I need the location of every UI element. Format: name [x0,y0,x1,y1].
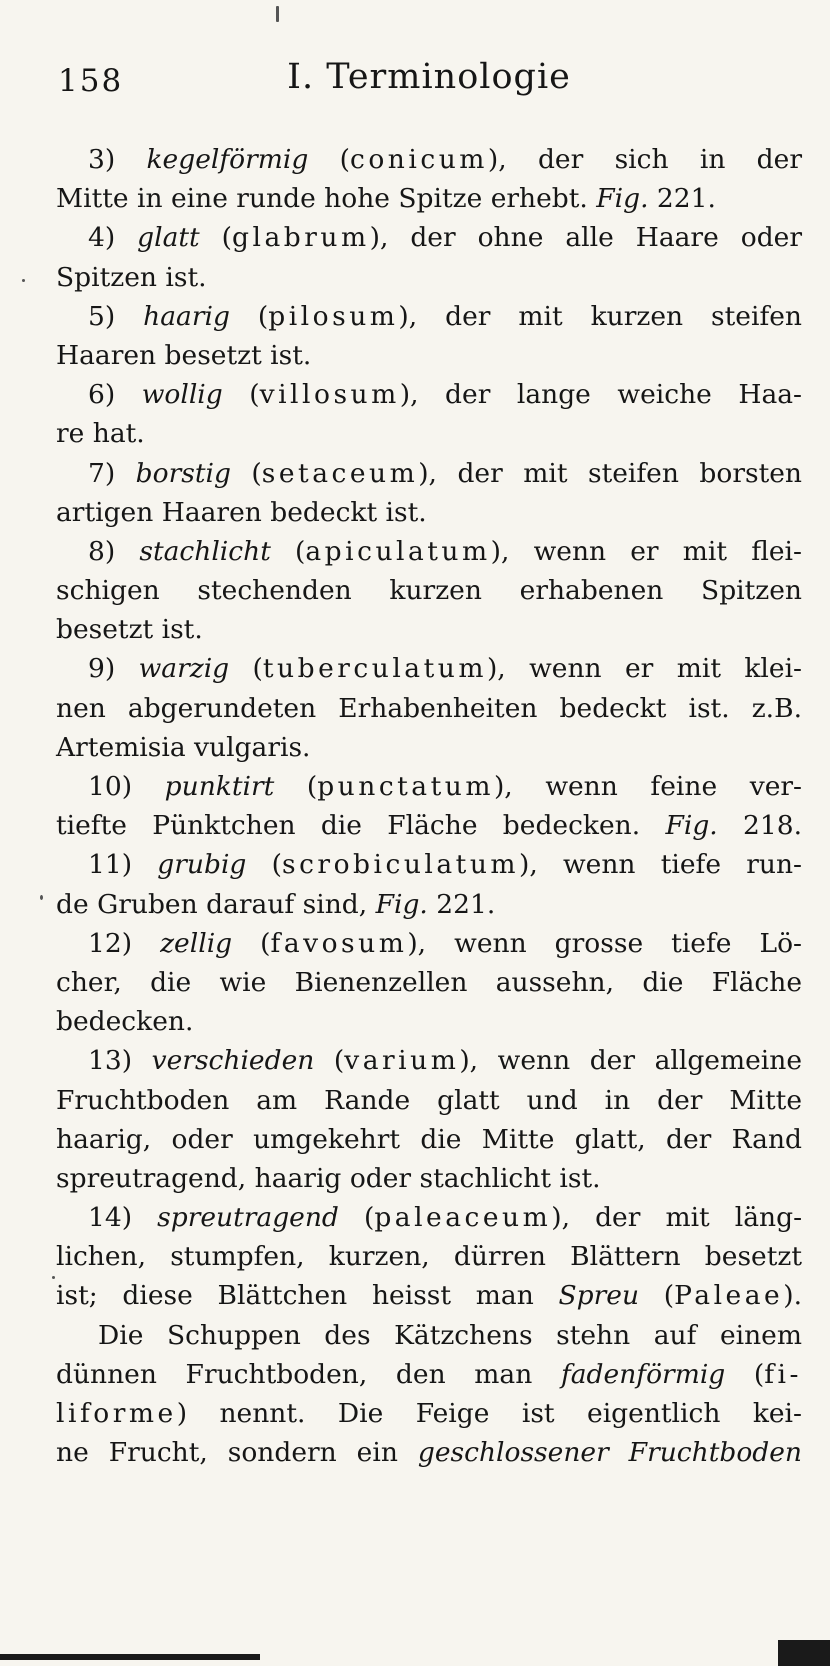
text-run: ( [639,1280,675,1312]
latin-term: tuberculatum [262,653,487,685]
latin-term: favosum [270,927,408,959]
text-line [56,1081,802,1120]
text-run: dünnen Fruchtboden, den man [56,1358,561,1390]
text-run: ( [314,1045,345,1077]
text-line [56,258,802,297]
italic-term: wollig [141,379,223,411]
text-run: ( [274,771,318,802]
text-line [56,1198,802,1237]
text-line [56,414,802,453]
text-run: 218. [717,810,802,842]
italic-term: Spreu [558,1280,640,1312]
italic-term: warzig [138,653,230,685]
text-run: ), wenn er mit flei- [490,535,802,567]
text-run: bedecken. [56,1006,194,1038]
text-line [56,375,802,414]
text-run: ) nennt. Die Feige ist eigentlich kei- [176,1398,802,1429]
italic-term: geschlossener Fruchtboden [417,1437,802,1469]
text-run: ( [229,653,263,685]
text-line [56,610,802,649]
text-run: tiefte Pünktchen die Fläche bedecken. [56,810,666,842]
text-run: lichen, stumpfen, kurzen, dürren Blättern besetzt [56,1241,802,1273]
text-line [56,1355,802,1394]
italic-term: haarig [143,300,230,332]
latin-term: varium [344,1045,460,1077]
italic-term: fadenförmig [560,1358,726,1390]
text-line [56,297,802,336]
italic-term: Fig. [375,888,428,920]
text-line [56,1237,802,1276]
text-line [56,179,802,218]
text-run: 11) [88,849,158,881]
text-run: ), der ohne alle Haare oder [369,222,803,254]
text-line [56,454,802,493]
text-run: 12) [88,927,161,959]
latin-term: scrobiculatum [281,849,520,881]
text-run: 3) [88,144,147,175]
text-run: ), wenn grosse tiefe Lö- [407,927,802,959]
ink-speck [22,279,25,282]
text-run: ( [246,849,282,881]
page-edge-shadow [0,1654,260,1660]
text-run: ), wenn feine ver- [493,771,803,802]
text-line [56,218,802,257]
latin-term: liforme [56,1398,177,1429]
text-run: 221. [427,888,496,920]
ink-speck [276,6,279,22]
text-run: ), wenn tiefe run- [519,849,803,881]
page-number: 158 [58,63,124,99]
text-run: spreutragend, haarig oder stachlicht ist. [56,1162,601,1194]
text-run: de Gruben darauf sind, [56,888,376,920]
text-run: ), wenn der allgemeine [459,1045,803,1077]
text-run: ( [725,1358,765,1390]
text-line [56,532,802,571]
text-run: ), der mit läng- [551,1202,803,1234]
text-line [56,767,802,806]
text-run: Haaren besetzt ist. [56,339,312,371]
text-line [56,845,802,884]
text-run: 14) [88,1202,158,1234]
text-run: 6) [88,379,142,411]
text-line [56,689,802,728]
page-corner-shadow [778,1640,830,1666]
text-run: 8) [88,535,140,567]
text-line [56,493,802,532]
text-run: 4) [88,222,138,254]
text-line [56,728,802,767]
text-run: ( [230,457,262,489]
text-line [56,571,802,610]
text-run: ), der mit kurzen steifen [398,300,803,332]
text-run: cher, die wie Bienenzellen aussehn, die Fläche [56,966,802,998]
text-run: ), der mit steifen borsten [418,457,802,489]
text-run: ist; diese Blättchen heisst man [56,1280,559,1312]
text-run: Spitzen ist. [56,261,207,293]
text-run: 13) [88,1045,152,1077]
text-run: 5) [88,300,144,332]
text-run: ( [338,1202,375,1234]
text-run: ( [232,927,271,959]
text-run: ( [229,300,269,332]
text-line [56,1316,802,1355]
text-run: Artemisia vulgaris. [56,731,311,763]
italic-term: punktirt [164,771,275,802]
ink-speck [40,895,43,900]
italic-term: spreutragend [157,1202,339,1234]
text-run: ), der sich in der [487,144,802,175]
text-line [56,1159,802,1198]
latin-term: glabrum [232,222,370,254]
latin-term: punctatum [317,771,494,802]
italic-term: zellig [160,927,233,959]
text-run: ( [222,379,260,411]
italic-term: Fig. [596,183,649,215]
text-line [56,1041,802,1080]
text-line [56,1433,802,1472]
text-run: Mitte in eine runde hohe Spitze erhebt. [56,183,597,215]
latin-term: pilosum [268,300,399,332]
text-run: Die Schuppen des Kätzchens stehn auf einem [98,1319,802,1351]
latin-term: apiculatum [305,535,491,567]
text-run: re hat. [56,418,145,450]
running-head: I. Terminologie [287,57,571,97]
text-run: 10) [88,771,165,802]
italic-term: verschieden [151,1045,315,1077]
italic-term: Fig. [665,810,718,842]
latin-term: setaceum [261,457,419,489]
text-line [56,806,802,845]
text-run: artigen Haaren bedeckt ist. [56,496,427,528]
text-run: ( [270,535,306,567]
italic-term: kegelförmig [146,144,309,175]
text-run: Fruchtboden am Rande glatt und in der Mitte [56,1084,802,1116]
text-run: besetzt ist. [56,614,203,646]
latin-term: villosum [259,379,400,411]
text-line [56,1120,802,1159]
text-run: 7) [88,457,136,489]
body-text [56,140,802,1472]
page-header [58,55,800,105]
text-line [56,1394,802,1433]
italic-term: glatt [137,222,200,254]
text-line [56,1002,802,1041]
italic-term: borstig [135,457,231,489]
italic-term: grubig [157,849,247,881]
text-run: 221. [648,183,716,215]
text-run: ( [199,222,233,254]
text-line [56,885,802,924]
italic-term: stachlicht [139,535,271,567]
text-run: haarig, oder umgekehrt die Mitte glatt, der Rand [56,1123,802,1155]
text-line [56,963,802,1002]
latin-term: Paleae [674,1280,784,1312]
ink-speck [52,1276,55,1279]
text-run: 9) [88,653,139,685]
text-run: ( [308,144,351,175]
text-run: nen abgerundeten Erhabenheiten bedeckt ist. z.B. [56,692,802,724]
text-run: ), der lange weiche Haa- [399,379,802,411]
text-line [56,140,802,179]
text-run: schigen stechenden kurzen erhabenen Spitzen [56,575,802,607]
text-run: ), wenn er mit klei- [486,653,803,685]
latin-term: fi- [764,1358,802,1390]
text-run: ne Frucht, sondern ein [56,1437,418,1469]
text-line [56,924,802,963]
latin-term: conicum [350,144,488,175]
text-line [56,1276,802,1315]
text-run: ). [783,1280,802,1312]
text-line [56,336,802,375]
latin-term: paleaceum [374,1202,552,1234]
text-line [56,649,802,688]
